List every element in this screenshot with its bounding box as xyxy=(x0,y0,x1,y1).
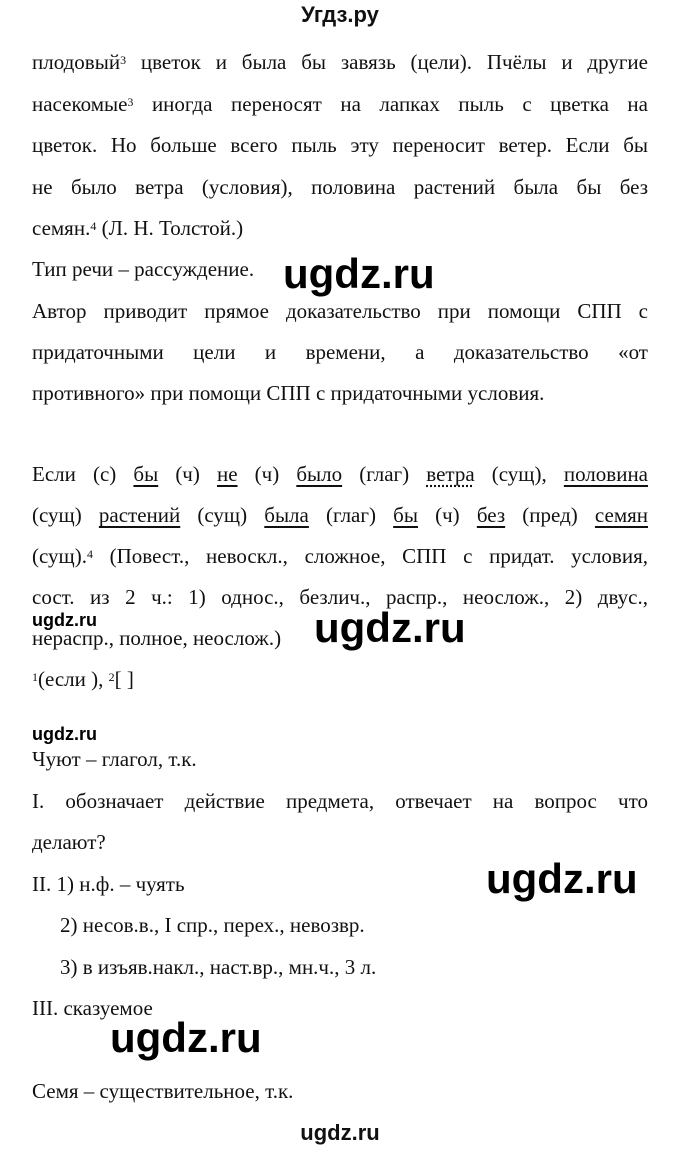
word-dotted: ветра xyxy=(426,462,475,486)
morph-line-2: I. обозначает действие предмета, отвечает на вопрос что xyxy=(32,789,648,813)
word-underlined: была xyxy=(264,503,309,527)
superscript: 1 xyxy=(32,670,38,684)
scheme-part: [ ] xyxy=(114,667,134,691)
text-line-9: противного» при помощи СПП с придаточными условия. xyxy=(32,381,545,405)
word-underlined: половина xyxy=(563,462,648,486)
site-footer: ugdz.ru xyxy=(300,1120,380,1145)
superscript: 4 xyxy=(86,547,93,561)
pos-tag: (ч) xyxy=(417,503,477,527)
parsed-line-3 xyxy=(32,543,648,569)
speech-type: Тип речи – рассуждение. xyxy=(32,257,255,281)
word-underlined: без xyxy=(476,503,506,527)
morph-line-7: III. сказуемое xyxy=(32,996,153,1020)
watermark-logo: ugdz.ru xyxy=(486,855,638,902)
pos-tag: (глаг) xyxy=(308,503,394,527)
site-header: Угдз.ру xyxy=(301,2,379,27)
pos-tag: (сущ) xyxy=(180,503,265,527)
word-underlined: не xyxy=(216,462,238,486)
morph-line-4: II. 1) н.ф. – чуять xyxy=(32,872,185,896)
parsed-line-2 xyxy=(32,502,648,528)
superscript: 3 xyxy=(127,95,134,109)
text-line-5 xyxy=(32,215,648,241)
parsed-line-5: нераспр., полное, неослож.) xyxy=(32,626,282,650)
pos-tag: (ч) xyxy=(237,462,297,486)
pos-tag: (сущ), xyxy=(474,462,564,486)
pos-tag: (сущ). xyxy=(32,544,87,568)
text-line-4: не было ветра (условия), половина растений была бы без xyxy=(32,175,648,199)
text-line-3: цветок. Но больше всего пыль эту переносит ветер. Если бы xyxy=(32,133,648,157)
text-line-1 xyxy=(32,49,648,75)
watermark-logo: ugdz.ru xyxy=(32,610,97,630)
scheme-part: (если ), xyxy=(38,667,109,691)
superscript: 3 xyxy=(120,53,127,67)
text-line-2 xyxy=(32,91,648,117)
watermark-logo: ugdz.ru xyxy=(314,604,466,651)
sentence-scheme xyxy=(32,666,648,692)
word-underlined: было xyxy=(296,462,343,486)
word: плодовый xyxy=(32,50,121,74)
word: Если xyxy=(32,462,76,486)
pos-tag: (ч) xyxy=(158,462,217,486)
watermark-logo: ugdz.ru xyxy=(283,250,435,297)
word-underlined: растений xyxy=(98,503,181,527)
text-line-7: Автор приводит прямое доказательство при помощи СПП с xyxy=(32,299,648,323)
text-line-8: придаточными цели и времени, а доказательство «от xyxy=(32,340,648,364)
parsed-line-1 xyxy=(32,461,648,487)
morph-line-3: делают? xyxy=(32,830,106,854)
superscript: 4 xyxy=(90,219,97,233)
word: семян. xyxy=(32,216,91,240)
word-underlined: бы xyxy=(133,462,159,486)
parsed-line-4: сост. из 2 ч.: 1) однос., безлич., распр., неослож., 2) двус., xyxy=(32,585,648,609)
watermark-logo: ugdz.ru xyxy=(110,1014,262,1061)
text-span: (Л. Н. Толстой.) xyxy=(96,216,244,240)
word: насекомые xyxy=(32,92,128,116)
morph-title-verb: Чуют – глагол, т.к. xyxy=(32,747,197,771)
morph-line-6: 3) в изъяв.накл., наст.вр., мн.ч., 3 л. xyxy=(60,955,377,979)
pos-tag: (пред) xyxy=(505,503,595,527)
morph-title-noun: Семя – существительное, т.к. xyxy=(32,1079,294,1103)
text-span: иногда переносят на лапках пыль с цветка на xyxy=(133,92,648,116)
pos-tag: (с) xyxy=(75,462,134,486)
word-underlined: семян xyxy=(594,503,649,527)
pos-tag: (сущ) xyxy=(32,503,99,527)
text-span: (Повест., невоскл., сложное, СПП с придат. условия, xyxy=(92,544,648,568)
word-underlined: бы xyxy=(393,503,418,527)
watermark-logo: ugdz.ru xyxy=(32,724,97,744)
pos-tag: (глаг) xyxy=(342,462,427,486)
morph-line-5: 2) несов.в., I спр., перех., невозвр. xyxy=(60,913,365,937)
superscript: 2 xyxy=(108,670,115,684)
text-span: цветок и была бы завязь (цели). Пчёлы и другие xyxy=(126,50,648,74)
